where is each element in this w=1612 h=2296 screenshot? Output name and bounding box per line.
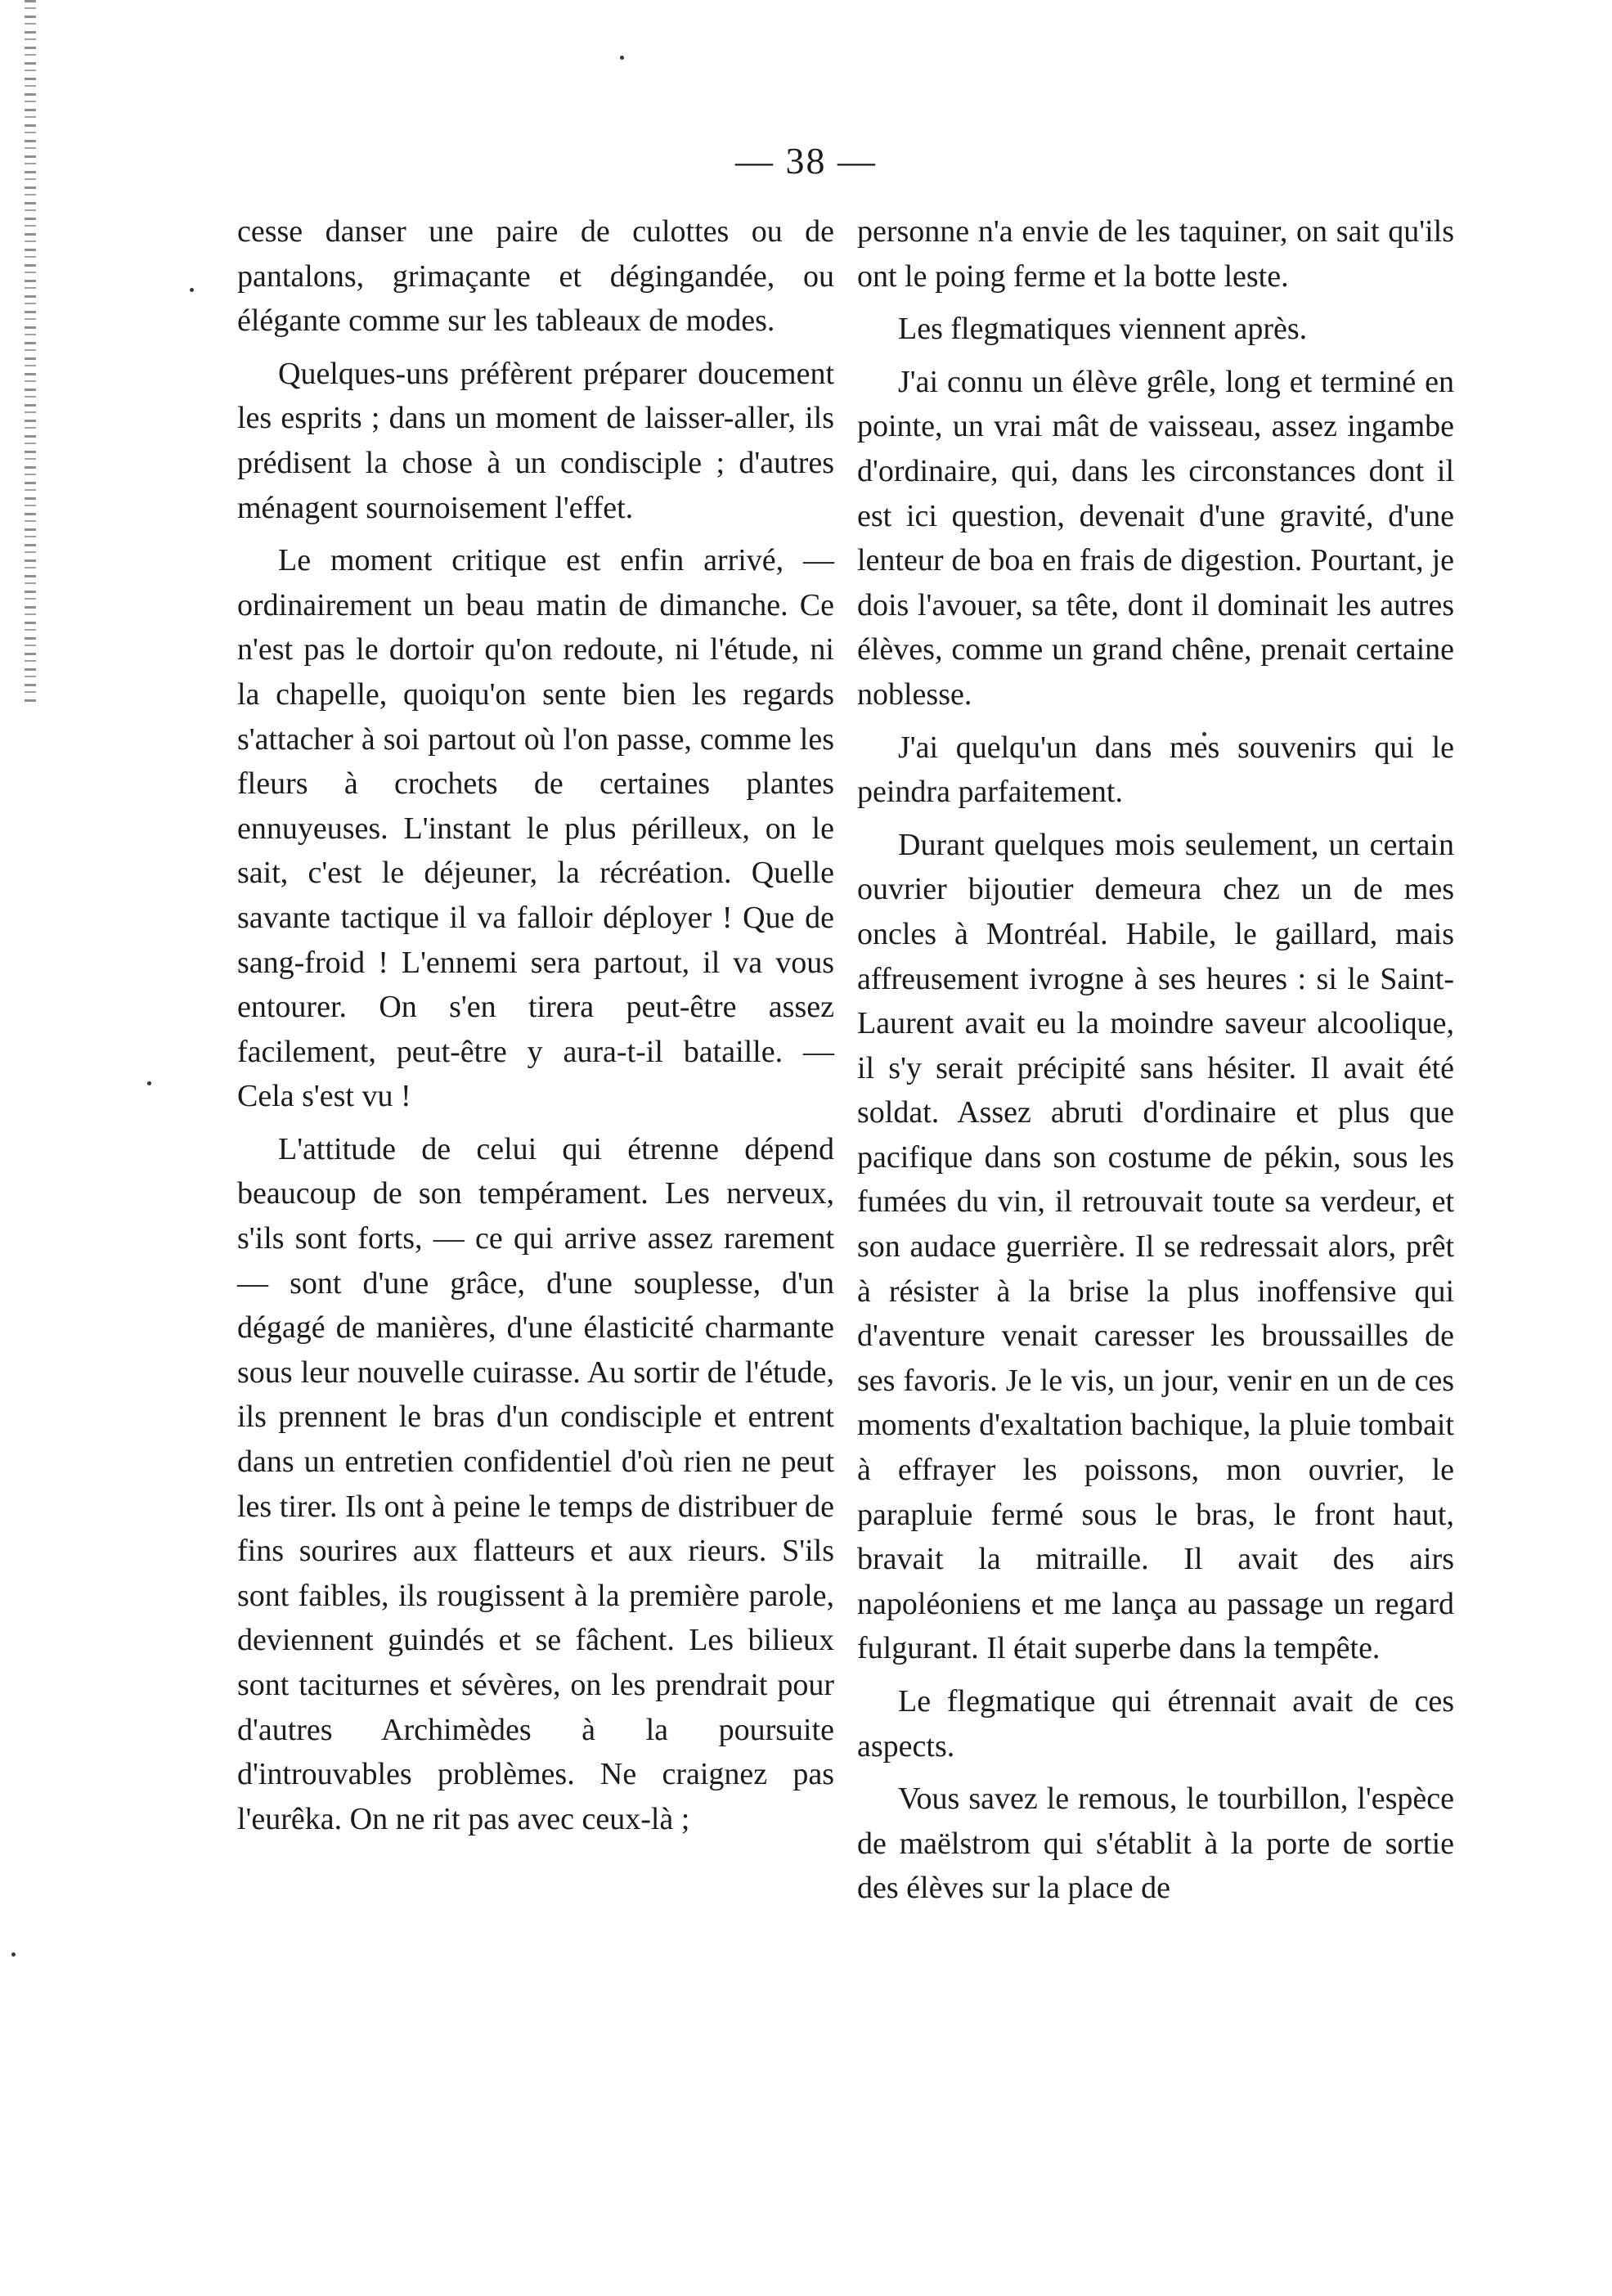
paragraph: Les flegmatiques viennent après. <box>898 312 1308 347</box>
paragraph: J'ai quelqu'un dans mes souvenirs qui le peindra parfaitement. <box>857 730 1454 810</box>
paragraph: L'attitude de celui qui étrenne dépend beaucoup de son tempérament. Les nerveux, s'ils sont forts, — ce qui arrive assez rarement — sont d'une grâce, d'une souplesse, d'un dégagé de manières, d'une élasticité charmante sous leur nouvelle cuirasse. Au sortir de l'étude, ils prennent le bras d'un condisciple et entrent dans un entretien confidentiel d'où rien ne peut les tirer. Ils ont à peine le temps de distribuer de fins sourires aux flatteurs et aux rieurs. S'ils sont faibles, ils rougissent à la première parole, deviennent guindés et se fâchent. Les bilieux sont taciturnes et sévères, on les prendrait pour d'autres Archimèdes à la poursuite d'introuvables problèmes. Ne craignez pas l'eurêka. On ne rit pas avec ceux-là ; <box>237 1131 834 1836</box>
paragraph: personne n'a envie de les taquiner, on sait qu'ils ont le poing ferme et la botte leste. <box>857 214 1454 294</box>
paragraph: J'ai connu un élève grêle, long et terminé en pointe, un vrai mât de vaisseau, assez ingambe d'ordinaire, qui, dans les circonstances dont il est ici question, devenait d'une gravité, d'une lenteur de boa en frais de digestion. Pourtant, je dois l'avouer, sa tête, dont il dominait les autres élèves, comme un grand chêne, prenait certaine noblesse. <box>857 364 1454 712</box>
page-number: — 38 — <box>735 140 877 182</box>
paragraph: Le moment critique est enfin arrivé, — ordinairement un beau matin de dimanche. Ce n'est pas le dortoir qu'on redoute, ni l'étude, ni la chapelle, quoiqu'on sente bien les regards s'attacher à soi partout où l'on passe, comme les fleurs à crochets de certaines plantes ennuyeuses. L'instant le plus périlleux, on le sait, c'est le déjeuner, la récréation. Quelle savante tactique il va falloir déployer ! Que de sang-froid ! L'ennemi sera partout, il va vous entourer. On s'en tirera peut-être assez facilement, peut-être y aura-t-il bataille. — Cela s'est vu ! <box>237 543 834 1114</box>
left-column <box>237 209 834 1849</box>
paragraph: Vous savez le remous, le tourbillon, l'espèce de maëlstrom qui s'établit à la porte de sortie des élèves sur la place de <box>857 1782 1454 1906</box>
ink-speck <box>147 1081 151 1085</box>
ink-speck <box>190 288 194 292</box>
paragraph: cesse danser une paire de culottes ou de pantalons, grimaçante et dégingandée, ou élégante comme sur les tableaux de modes. <box>237 214 834 339</box>
right-column <box>857 209 1454 1919</box>
binding-edge-marks <box>25 0 36 703</box>
paragraph: Quelques-uns préfèrent préparer doucement les esprits ; dans un moment de laisser-aller, ils prédisent la chose à un condisciple ; d'autres ménagent sournoisement l'effet. <box>237 356 834 525</box>
ink-speck <box>620 56 624 60</box>
paragraph: Durant quelques mois seulement, un certain ouvrier bijoutier demeura chez un de mes oncles à Montréal. Habile, le gaillard, mais affreusement ivrogne à ses heures : si le Saint-Laurent avait eu la moindre saveur alcoolique, il s'y serait précipité sans hésiter. Il avait été soldat. Assez abruti d'ordinaire et plus que pacifique dans son costume de pékin, sous les fumées du vin, il retrouvait toute sa verdeur, et son audace guerrière. Il se redressait alors, prêt à résister à la brise la plus inoffensive qui d'aventure venait caresser les broussailles de ses favoris. Je le vis, un jour, venir en un de ces moments d'exaltation bachique, la pluie tombait à effrayer les poissons, mon ouvrier, le parapluie fermé sous le bras, le front haut, bravait la mitraille. Il avait des airs napoléoniens et me lança au passage un regard fulgurant. Il était superbe dans la tempête. <box>857 827 1454 1666</box>
paragraph: Le flegmatique qui étrennait avait de ces aspects. <box>857 1684 1454 1764</box>
ink-speck <box>11 1952 16 1957</box>
